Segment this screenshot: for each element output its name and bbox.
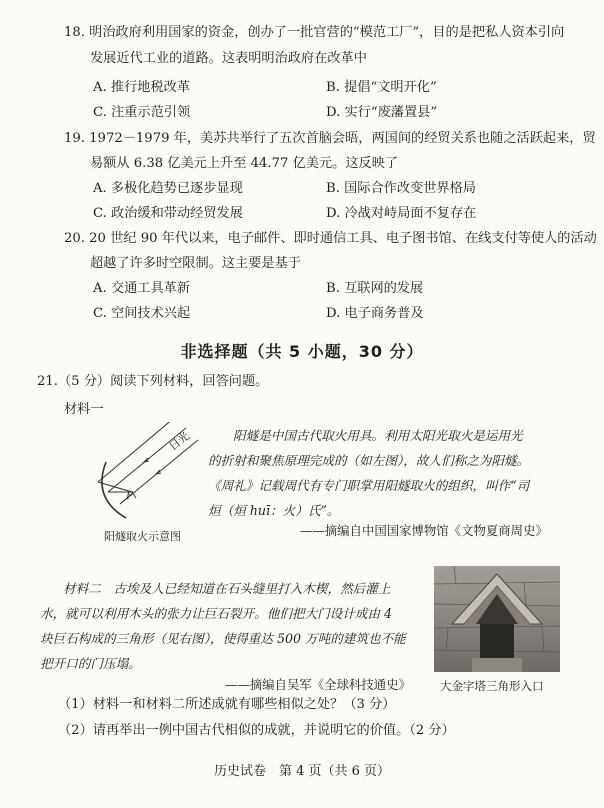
material-1-label: 材料一 — [64, 402, 104, 417]
material-2-line4: 把开口的门压塌。 — [40, 656, 141, 671]
q18-stem-line1: 18. 明治政府利用国家的资金，创办了一批官营的“模范工厂”，目的是把私人资本引向 — [64, 25, 565, 40]
q19-option-b[interactable]: B. 国际合作改变世界格局 — [326, 181, 476, 196]
material-1-line4: 烜（烜 huī：火）氏”。 — [208, 503, 340, 518]
q20-option-b[interactable]: B. 互联网的发展 — [326, 281, 424, 296]
diagram-caption: 阳燧取火示意图 — [104, 530, 181, 543]
q19-option-d[interactable]: D. 冷战对峙局面不复存在 — [326, 206, 477, 221]
page-footer: 历史试卷 第 4 页（共 6 页） — [213, 764, 391, 779]
q21-sub-question-1: （1）材料一和材料二所述成就有哪些相似之处？（3 分） — [58, 697, 396, 712]
q20-option-d[interactable]: D. 电子商务普及 — [326, 306, 424, 321]
material-2-line1: 材料二 古埃及人已经知道在石头缝里打入木楔，然后灌上 — [63, 581, 391, 596]
material-2-line3: 块巨石构成的三角形（见右图），使得重达 500 万吨的建筑也不能 — [40, 631, 406, 646]
diagram-focus-label: F — [126, 491, 133, 502]
q19-stem-line2: 易额从 6.38 亿美元上升至 44.77 亿美元。这反映了 — [90, 156, 399, 171]
diagram-label-sunlight: 日光 — [166, 429, 192, 454]
q19-option-a[interactable]: A. 多极化趋势已逐步显现 — [93, 181, 243, 196]
q18-option-d[interactable]: D. 实行“废藩置县” — [326, 105, 438, 120]
q20-option-a[interactable]: A. 交通工具革新 — [93, 281, 191, 296]
q19-option-c[interactable]: C. 政治缓和带动经贸发展 — [93, 206, 243, 221]
q18-stem-line2: 发展近代工业的道路。这表明明治政府在改革中 — [90, 51, 367, 66]
q20-stem-line1: 20. 20 世纪 90 年代以来，电子邮件、即时通信工具、电子图书馆、在线支付等使人的活动 — [64, 231, 597, 246]
q21-sub-question-2: （2）请再举出一例中国古代相似的成就，并说明它的价值。（2 分） — [58, 723, 455, 738]
material-1-line1: 阳燧是中国古代取火用具。利用太阳光取火是运用光 — [233, 428, 523, 443]
burning-mirror-diagram — [88, 422, 214, 522]
q20-stem-line2: 超越了许多时空限制。这主要是基于 — [90, 256, 301, 271]
material-1-source: ——摘编自中国国家博物馆《文物夏商周史》 — [300, 523, 548, 538]
section-title: 非选择题（共 5 小题，30 分） — [180, 342, 424, 361]
material-1-line3: 《周礼》记载周代有专门职掌用阳燧取火的组织，叫作“司 — [208, 478, 530, 493]
pyramid-entrance-photo — [434, 566, 560, 672]
photo-caption: 大金字塔三角形入口 — [440, 679, 544, 693]
q18-option-b[interactable]: B. 提倡“文明开化” — [326, 80, 437, 95]
q18-option-a[interactable]: A. 推行地税改革 — [93, 80, 191, 95]
material-2-line2: 水，就可以利用木头的张力让巨石裂开。他们把大门设计成由 4 — [40, 606, 393, 621]
material-2-source: ——摘编自吴军《全球科技通史》 — [225, 677, 411, 692]
material-1-line2: 的折射和聚焦原理完成的（如左图），故人们称之为阳燧。 — [208, 453, 530, 468]
q19-stem-line1: 19. 1972－1979 年，美苏共举行了五次首脑会晤，两国间的经贸关系也随之活跃起来，贸 — [64, 131, 596, 146]
q20-option-c[interactable]: C. 空间技术兴起 — [93, 306, 191, 321]
q18-option-c[interactable]: C. 注重示范引领 — [93, 105, 191, 120]
q21-intro: 21.（5 分）阅读下列材料，回答问题。 — [37, 374, 269, 389]
